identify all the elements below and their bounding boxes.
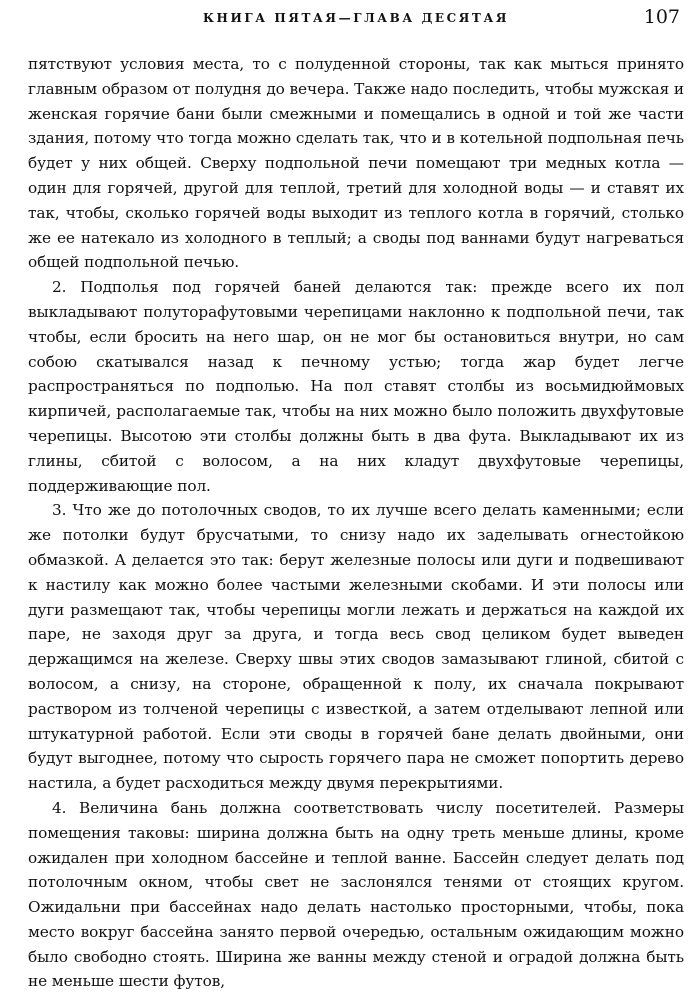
paragraph-continuation: пятствуют условия места, то с полуденной стороны, так как мыться принято главным образом от полудня до вечера. Также надо последить, чтобы мужская и женская горячие бани были смежными и помещались в одной и той же части здания, потому что тогда можно сделать так, что и в котельной подпольная печь будет у них общей. Сверху подпольной печи помещают три медных котла — один для горячей, другой для теплой, третий для холодной воды — и ставят их так, чтобы, сколько горячей воды выходит из теплого котла в горячий, столько же ее натекало из холодного в теплый; а своды под ваннами будут нагреваться общей подпольной печью. xyxy=(28,55,684,272)
paragraph-3: 3. Что же до потолочных сводов, то их лучше всего делать каменными; если же потолки будут брусчатыми, то снизу надо их заделывать огнестойкою обмазкой. А делается это так: берут железные полосы или дуги и подвешивают к настилу как можно более частыми железными скобами. И эти полосы или дуги размещают так, чтобы черепицы могли лежать и держаться на каждой их паре, не заходя друг за друга, и тогда весь свод целиком будет выведен держащимся на железе. Сверху швы этих сводов замазывают глиной, сбитой с волосом, а снизу, на стороне, обращенной к полу, их сначала покрывают раствором из толченой черепицы с известкой, а затем отделывают лепной или штукатурной работой. Если эти своды в горячей бане делать двойными, они будут выгоднее, потому что сырость горячего пара не сможет попортить дерево настила, а будет расходиться между двумя перекрытиями. xyxy=(28,501,684,793)
paragraph-4: 4. Величина бань должна соответствовать числу посетителей. Размеры помещения таковы: ширина должна быть на одну треть меньше длины, кроме ожидален при холодном бассейне и теплой ванне. Бассейн следует делать под потолочным окном, чтобы свет не заслонялся тенями от стоящих кругом. Ожидальни при бассейнах надо делать настолько просторными, чтобы, пока место вокруг бассейна занято первой очередью, остальным ожидающим можно было свободно стоять. Ширина же ванны между стеной и оградой должна быть не меньше шести футов, xyxy=(28,798,684,991)
running-header xyxy=(28,6,684,30)
running-title: КНИГА ПЯТАЯ—ГЛАВА ДЕСЯТАЯ xyxy=(202,11,510,25)
paragraph-2: 2. Подполья под горячей баней делаются так: прежде всего их пол выкладывают полуторафутовыми черепицами наклонно к подпольной печи, так чтобы, если бросить на него шар, он не мог бы остановиться внутри, но сам собою скатывался назад к печному устью; тогда жар будет легче распространяться по подполью. На пол ставят столбы из восьмидюймовых кирпичей, располагаемые так, чтобы на них можно было положить двухфутовые черепицы. Высотою эти столбы должны быть в два фута. Выкладывают их из глины, сбитой с волосом, а на них кладут двухфутовые черепицы, поддерживающие пол. xyxy=(28,278,684,495)
body-text xyxy=(28,52,684,994)
page-number: 107 xyxy=(643,6,680,28)
